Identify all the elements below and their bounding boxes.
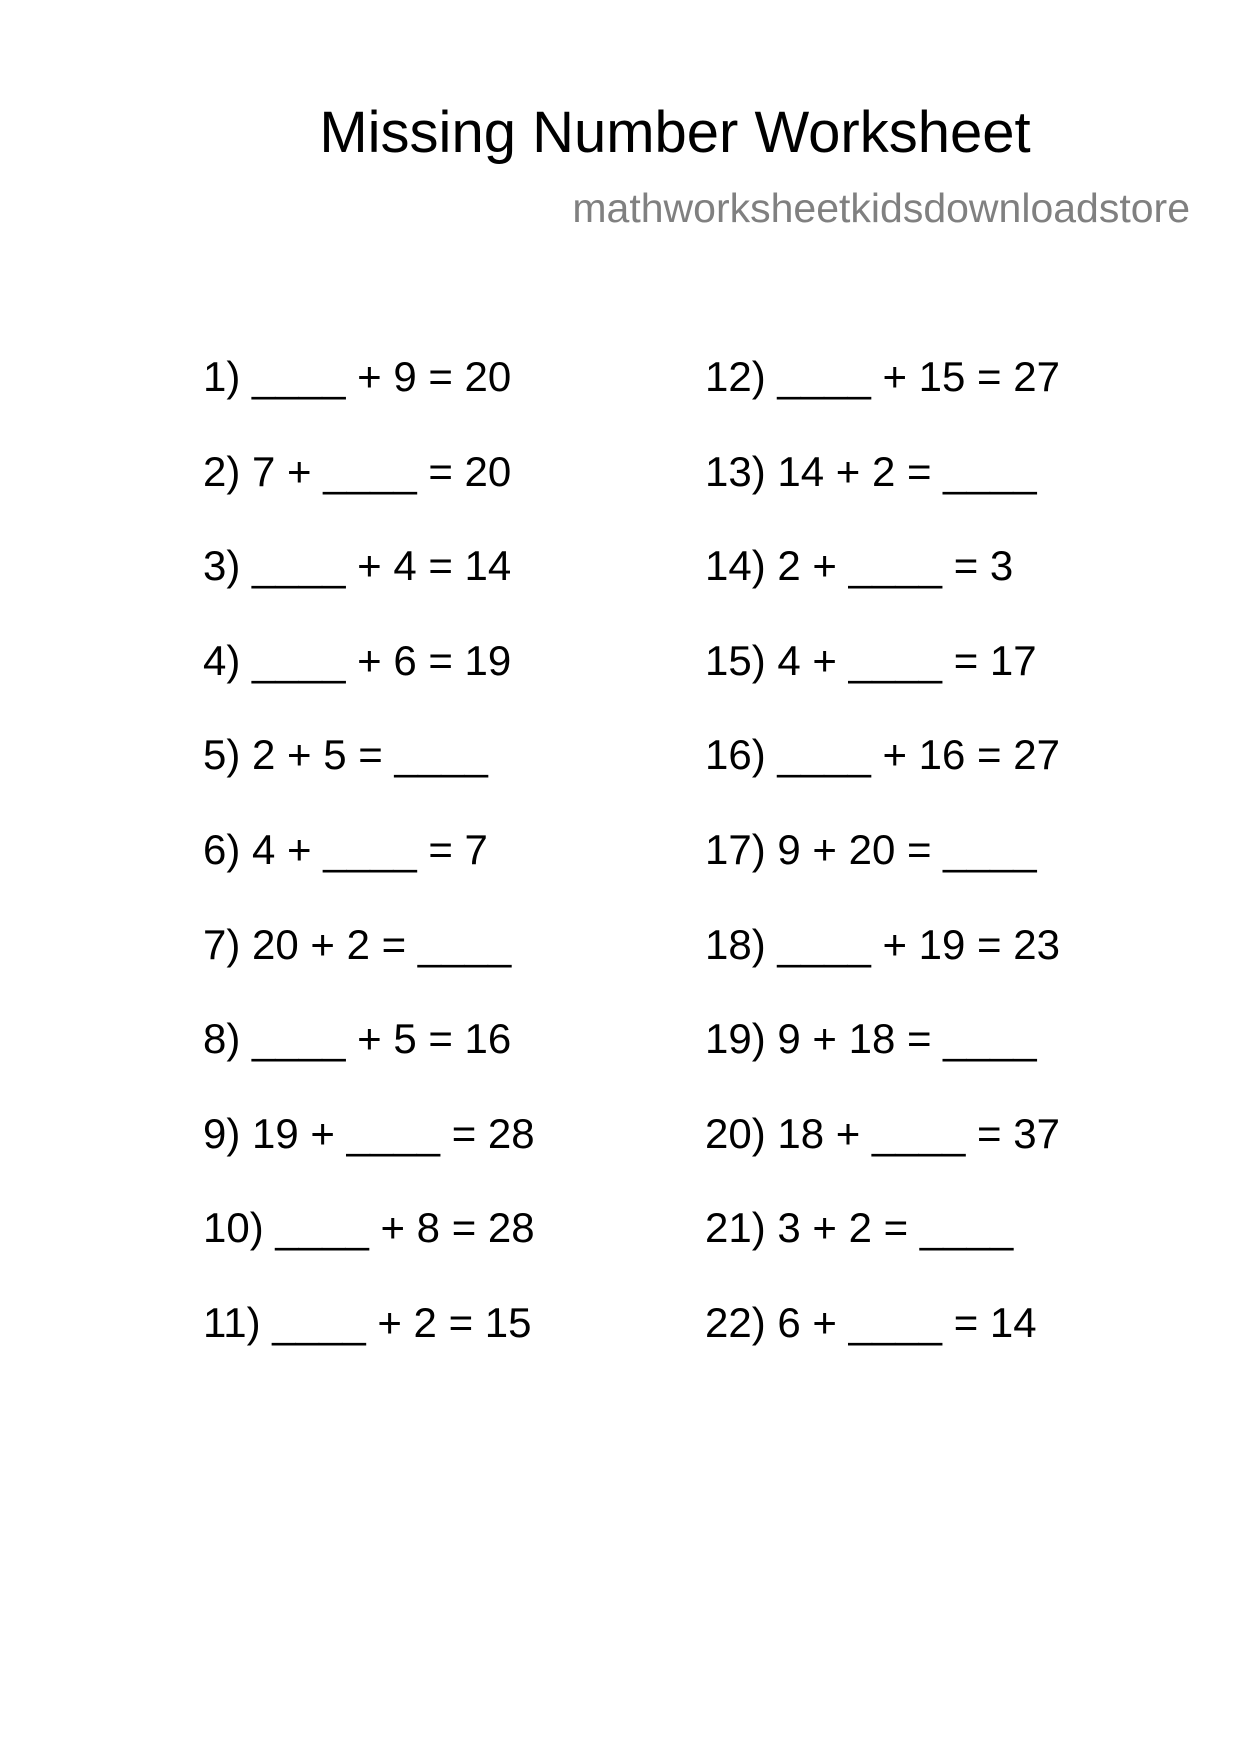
problem-10: 10) ____ + 8 = 28 xyxy=(203,1204,535,1252)
problems-left-column xyxy=(203,352,535,1393)
problem-21: 21) 3 + 2 = ____ xyxy=(705,1204,1014,1252)
worksheet-source: mathworksheetkidsdownloadstore xyxy=(572,185,1190,231)
problem-14: 14) 2 + ____ = 3 xyxy=(705,542,1014,590)
problem-7: 7) 20 + 2 = ____ xyxy=(203,920,512,968)
problem-20: 20) 18 + ____ = 37 xyxy=(705,1109,1060,1157)
problem-13: 13) 14 + 2 = ____ xyxy=(705,447,1037,495)
problem-4: 4) ____ + 6 = 19 xyxy=(203,636,512,684)
problem-6: 6) 4 + ____ = 7 xyxy=(203,825,488,873)
problem-19: 19) 9 + 18 = ____ xyxy=(705,1015,1037,1063)
problem-15: 15) 4 + ____ = 17 xyxy=(705,636,1037,684)
problem-11: 11) ____ + 2 = 15 xyxy=(203,1298,532,1346)
problem-2: 2) 7 + ____ = 20 xyxy=(203,447,512,495)
problem-18: 18) ____ + 19 = 23 xyxy=(705,920,1060,968)
problem-3: 3) ____ + 4 = 14 xyxy=(203,542,512,590)
problem-9: 9) 19 + ____ = 28 xyxy=(203,1109,535,1157)
problem-16: 16) ____ + 16 = 27 xyxy=(705,731,1060,779)
problem-1: 1) ____ + 9 = 20 xyxy=(203,353,512,400)
problems-right-column xyxy=(705,352,1060,1393)
problem-22: 22) 6 + ____ = 14 xyxy=(705,1298,1037,1346)
problem-17: 17) 9 + 20 = ____ xyxy=(705,825,1037,873)
problem-12: 12) ____ + 15 = 27 xyxy=(705,353,1060,400)
problem-5: 5) 2 + 5 = ____ xyxy=(203,731,488,779)
worksheet-title: Missing Number Worksheet xyxy=(319,100,1031,165)
problem-8: 8) ____ + 5 = 16 xyxy=(203,1015,512,1063)
